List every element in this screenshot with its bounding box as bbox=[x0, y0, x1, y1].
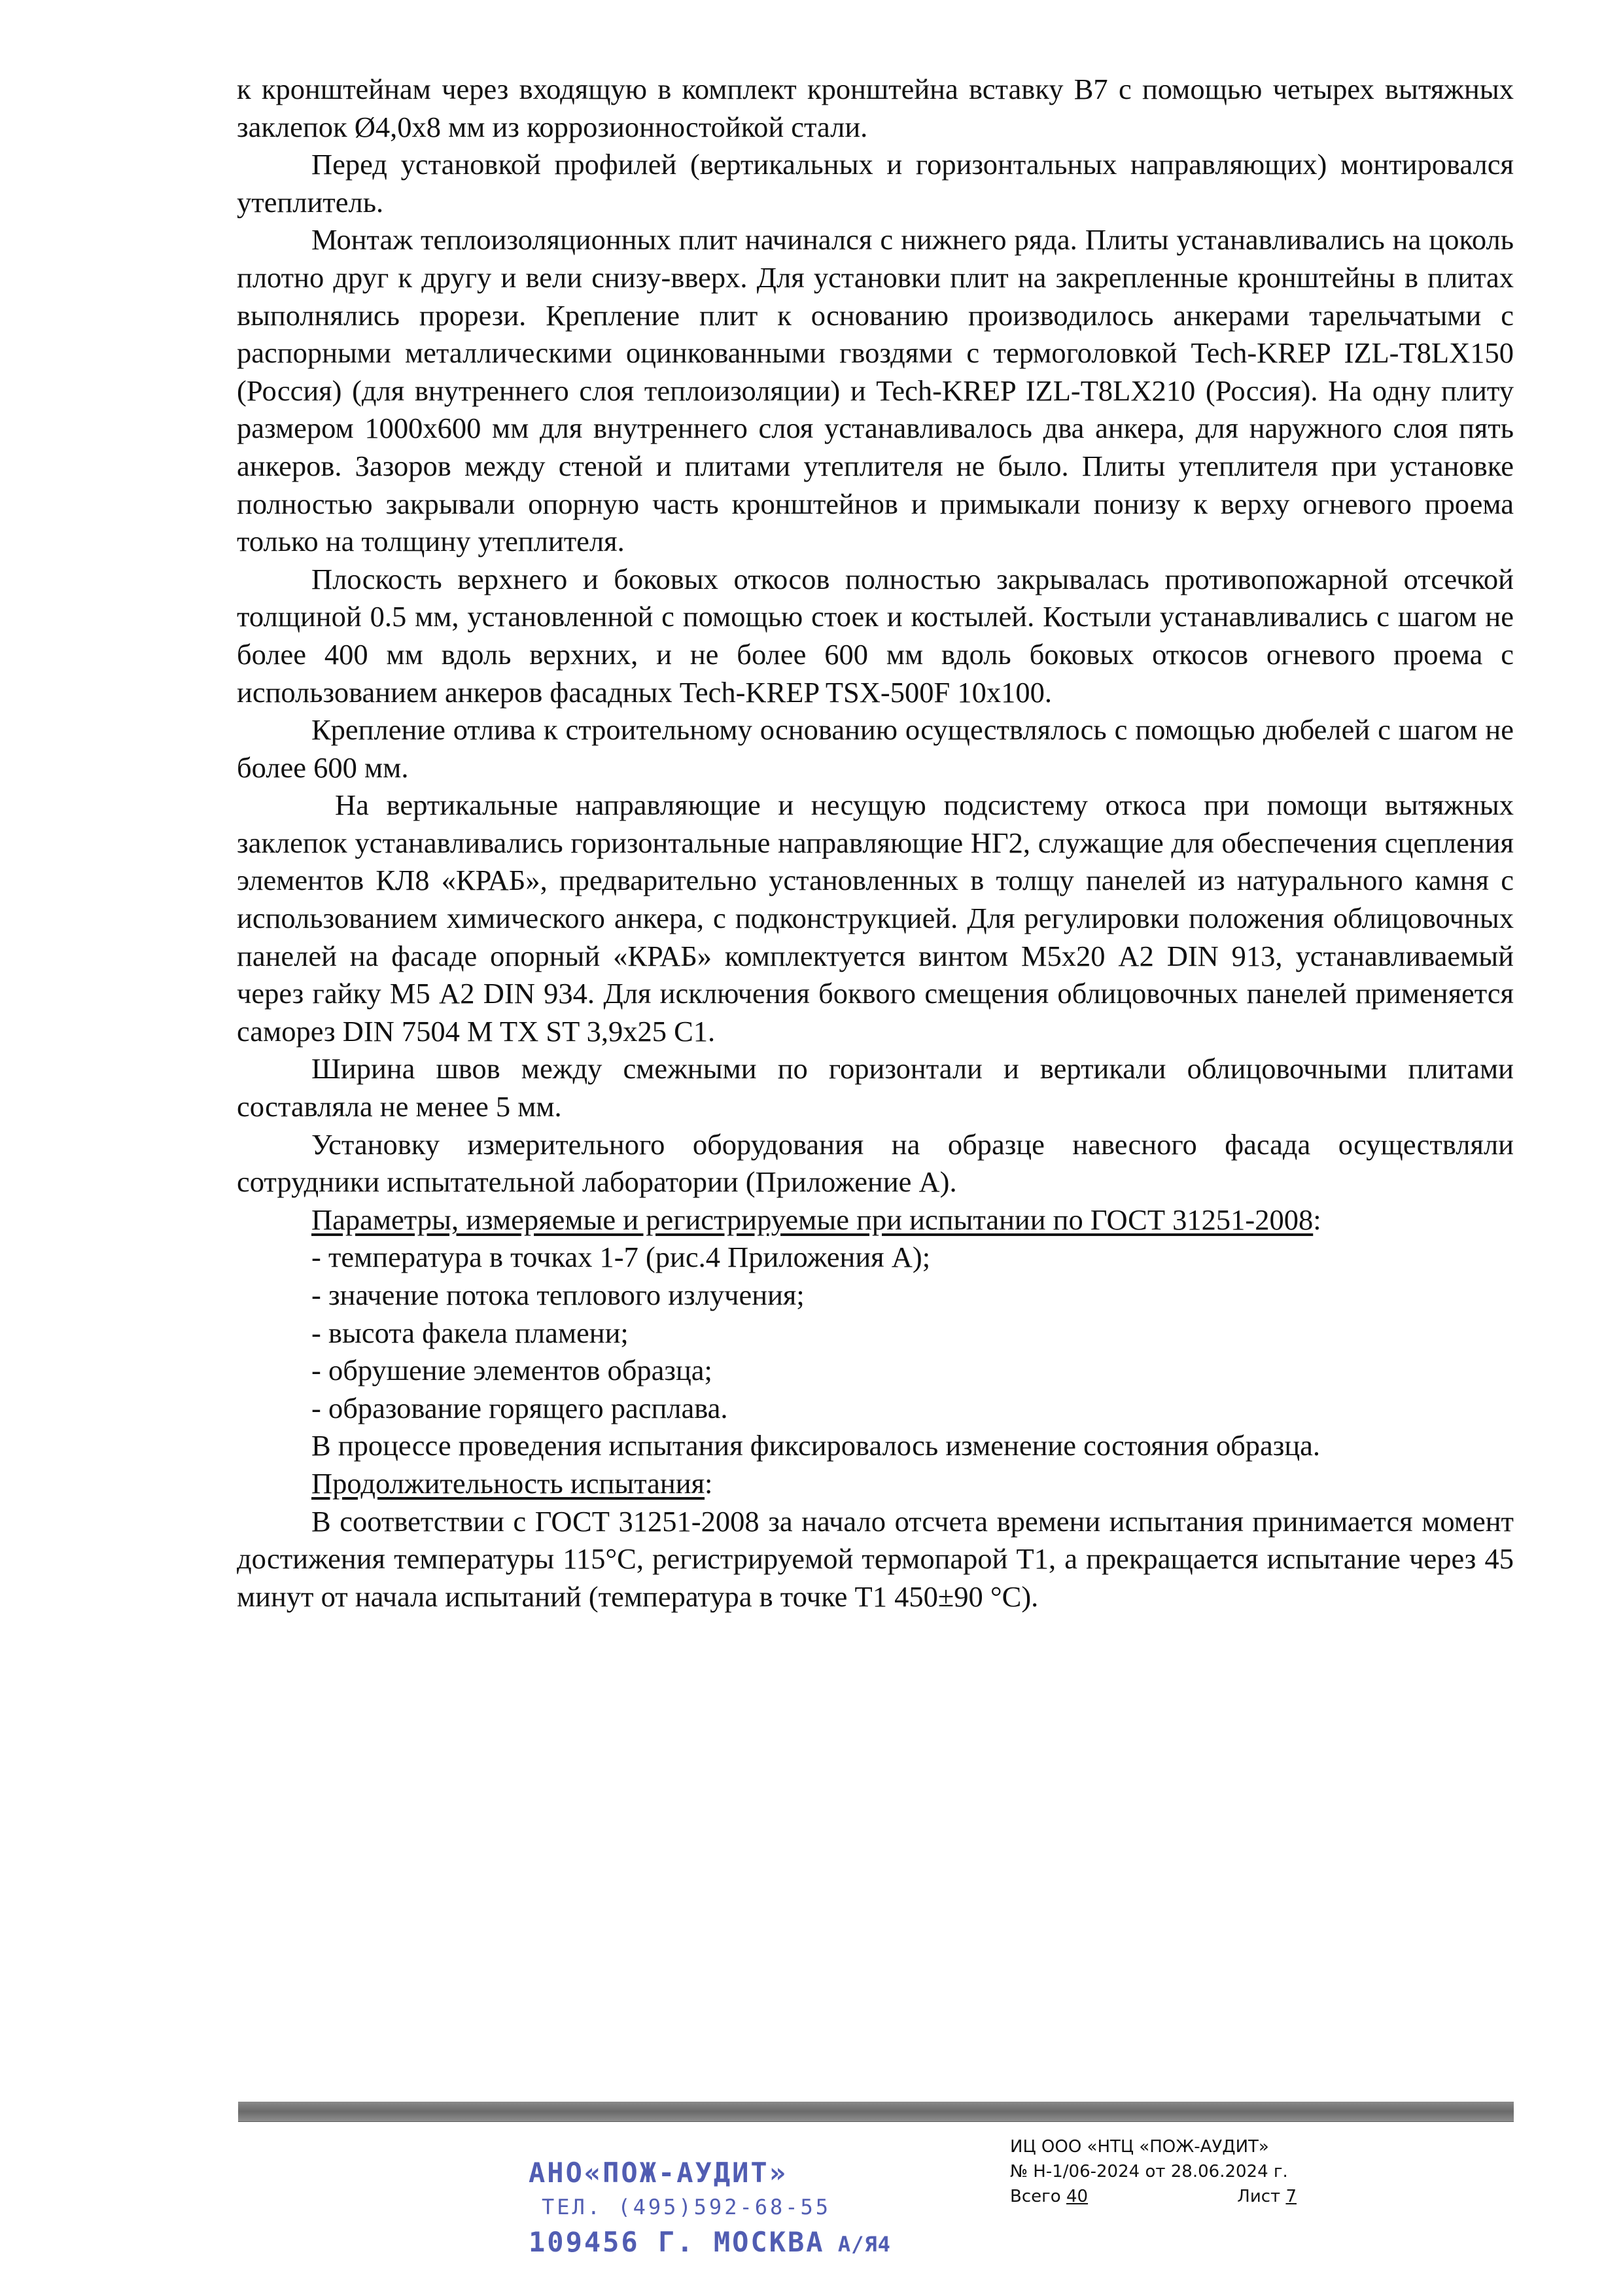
paragraph: Плоскость верхнего и боковых откосов полностью закрывалась противопожарной отсечкой толщиной 0.5 мм, установленной с помощью стоек и костылей. Костыли устанавливались с шагом не более 400 мм вдоль верхних, и не более 600 мм вдоль боковых откосов огневого проема с использованием анкеров фасадных Tech-KREP TSX-500F 10x100. bbox=[237, 562, 1514, 709]
params-list-item: - температура в точках 1-7 (рис.4 Приложения А); bbox=[311, 1241, 931, 1274]
params-heading-text: Параметры, измеряемые и регистрируемые при испытании по ГОСТ 31251-2008 bbox=[311, 1203, 1314, 1236]
duration-heading-colon: : bbox=[705, 1466, 713, 1500]
paragraph: Крепление отлива к строительному основанию осуществлялось с помощью дюбелей с шагом не более 600 мм. bbox=[237, 713, 1514, 784]
paragraph: Ширина швов между смежными по горизонтали и вертикали облицовочными плитами составляла не менее 5 мм. bbox=[237, 1052, 1514, 1123]
paragraph: На вертикальные направляющие и несущую подсистему откоса при помощи вытяжных заклепок устанавливались горизонтальные направляющие НГ2, служащие для обеспечения сцепления элементов КЛ8 «КРАБ», предварительно установленных в толщу панелей из натурального камня с использованием химического анкера, с подконструкцией. Для регулировки положения облицовочных панелей на фасаде опорный «КРАБ» комплектуется винтом М5х20 А2 DIN 913, устанавливаемый через гайку М5 А2 DIN 934. Для исключения боквого смещения облицовочных панелей применяется саморез DIN 7504 M TX ST 3,9х25 С1. bbox=[237, 788, 1514, 1048]
paragraph: Установку измерительного оборудования на образце навесного фасада осуществляли сотрудники испытательной лаборатории (Приложение А). bbox=[237, 1127, 1514, 1199]
paragraph-list bbox=[237, 71, 1514, 1201]
stamp-address-main: 109456 Г. МОСКВА bbox=[529, 2226, 825, 2258]
stamp-line-phone: ТЕЛ. (495)592-68-55 bbox=[542, 2195, 831, 2219]
paragraph: к кронштейнам через входящую в комплект кронштейна вставку В7 с помощью четырех вытяжных заклепок Ø4,0х8 мм из коррозионностойкой стали. bbox=[237, 73, 1514, 143]
stamp-line-org: АНО«ПОЖ-АУДИТ» bbox=[529, 2157, 788, 2189]
sheet-number bbox=[1237, 2184, 1376, 2209]
doc-org: ИЦ ООО «НТЦ «ПОЖ-АУДИТ» bbox=[1010, 2137, 1269, 2157]
params-list-item: - обрушение элементов образца; bbox=[311, 1354, 712, 1387]
duration-heading bbox=[237, 1465, 1514, 1503]
params-heading-colon: : bbox=[1313, 1203, 1321, 1236]
sheet-number-value: 7 bbox=[1285, 2187, 1297, 2206]
params-list-item: - значение потока теплового излучения; bbox=[311, 1279, 805, 1311]
sheet-number-label: Лист bbox=[1237, 2187, 1286, 2206]
stamp-address-box: А/Я4 bbox=[824, 2232, 891, 2257]
params-list bbox=[237, 1239, 1514, 1427]
stamp-line-address bbox=[529, 2222, 895, 2265]
paragraph: Перед установкой профилей (вертикальных и горизонтальных направляющих) монтировался утеплитель. bbox=[237, 148, 1514, 219]
duration-text: В соответствии с ГОСТ 31251-2008 за начало отсчета времени испытания принимается момент достижения температуры 115°С, регистрируемой термопарой Т1, а прекращается испытание через 45 минут от начала испытаний (температура в точке Т1 450±90 °С). bbox=[237, 1504, 1514, 1613]
params-heading bbox=[237, 1201, 1514, 1239]
document-body bbox=[237, 71, 1514, 1616]
params-list-item: - образование горящего расплава. bbox=[311, 1391, 728, 1424]
total-pages bbox=[1010, 2184, 1088, 2209]
organization-stamp bbox=[529, 2154, 895, 2265]
page-count-row bbox=[1010, 2184, 1376, 2209]
paragraph: Монтаж теплоизоляционных плит начинался с нижнего ряда. Плиты устанавливались на цоколь плотно друг к другу и вели снизу-вверх. Для установки плит на закрепленные кронштейны в плитах выполнялись прорези. Крепление плит к основанию производилось анкерами тарельчатыми с распорными металлическими оцинкованными гвоздями с термоголовкой Tech-KREP IZL-T8LX150 (Россия) (для внутреннего слоя теплоизоляции) и Tech-KREP IZL-T8LX210 (Россия). На одну плиту размером 1000х600 мм для внутреннего слоя устанавливалось два анкера, для наружного слоя пять анкеров. Зазоров между стеной и плитами утеплителя не было. Плиты утеплителя при установке полностью закрывали опорную часть кронштейнов и примыкали понизу к верху огневого проема только на толщину утеплителя. bbox=[237, 223, 1514, 558]
total-pages-value: 40 bbox=[1066, 2187, 1089, 2206]
document-info-block bbox=[1010, 2134, 1376, 2209]
doc-number: № Н-1/06-2024 от 28.06.2024 г. bbox=[1010, 2162, 1288, 2181]
process-text: В процессе проведения испытания фиксировалось изменение состояния образца. bbox=[311, 1429, 1321, 1462]
footer-divider-bar bbox=[238, 2102, 1514, 2121]
total-pages-label: Всего bbox=[1010, 2187, 1066, 2206]
duration-heading-text: Продолжительность испытания bbox=[311, 1466, 705, 1500]
params-list-item: - высота факела пламени; bbox=[311, 1316, 629, 1349]
